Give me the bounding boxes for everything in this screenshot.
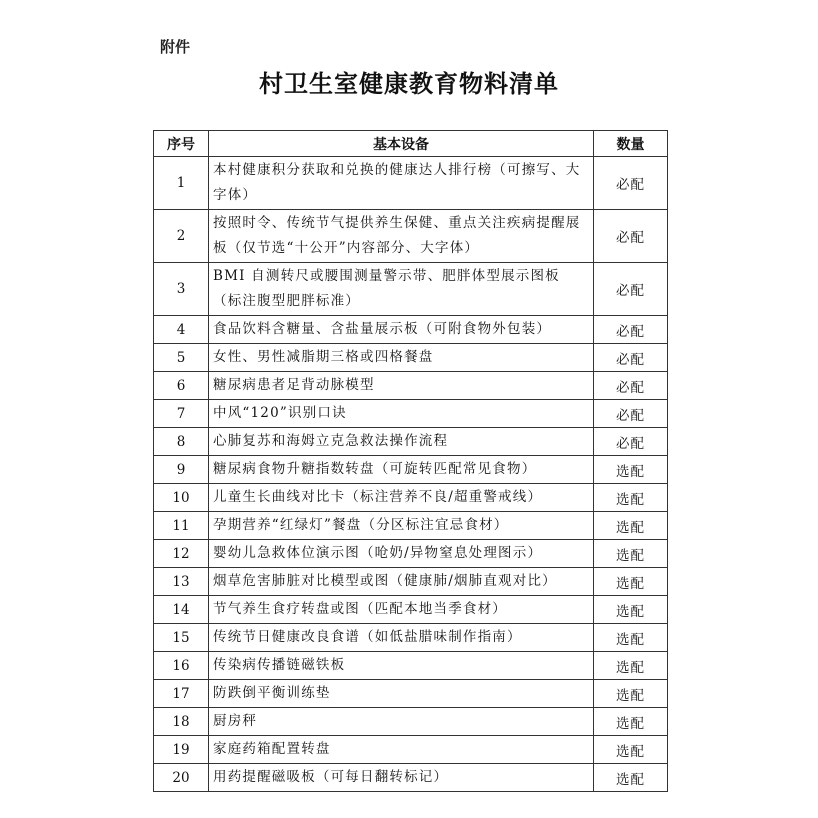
row-quantity: 必配 (594, 263, 668, 316)
page-title: 村卫生室健康教育物料清单 (259, 69, 559, 98)
row-quantity: 选配 (594, 764, 668, 792)
row-quantity: 选配 (594, 512, 668, 540)
header-quantity: 数量 (594, 131, 668, 157)
row-index: 15 (154, 624, 209, 652)
row-index: 12 (154, 540, 209, 568)
row-item: 糖尿病食物升糖指数转盘（可旋转匹配常见食物） (209, 456, 594, 484)
table-row (154, 764, 668, 792)
table-row (154, 624, 668, 652)
row-quantity: 选配 (594, 652, 668, 680)
row-quantity: 必配 (594, 400, 668, 428)
row-quantity: 选配 (594, 680, 668, 708)
table-row (154, 652, 668, 680)
table-header-row (154, 131, 668, 157)
table-row (154, 512, 668, 540)
row-item: 中风“120”识别口诀 (209, 400, 594, 428)
row-item: BMI 自测转尺或腰围测量警示带、肥胖体型展示图板（标注腹型肥胖标准） (209, 263, 594, 316)
row-index: 2 (154, 210, 209, 263)
table-row (154, 372, 668, 400)
row-quantity: 选配 (594, 484, 668, 512)
row-quantity: 选配 (594, 596, 668, 624)
row-index: 4 (154, 316, 209, 344)
table-row (154, 263, 668, 316)
header-item: 基本设备 (209, 131, 594, 157)
row-index: 11 (154, 512, 209, 540)
row-index: 9 (154, 456, 209, 484)
row-index: 20 (154, 764, 209, 792)
row-quantity: 必配 (594, 316, 668, 344)
table-row (154, 428, 668, 456)
row-index: 19 (154, 736, 209, 764)
row-item: 按照时令、传统节气提供养生保健、重点关注疾病提醒展板（仅节选“十公开”内容部分、大字体） (209, 210, 594, 263)
attachment-label: 附件 (160, 38, 191, 56)
table-row (154, 568, 668, 596)
row-index: 14 (154, 596, 209, 624)
row-index: 10 (154, 484, 209, 512)
row-index: 1 (154, 157, 209, 210)
header-index: 序号 (154, 131, 209, 157)
row-quantity: 必配 (594, 372, 668, 400)
row-index: 3 (154, 263, 209, 316)
row-item: 节气养生食疗转盘或图（匹配本地当季食材） (209, 596, 594, 624)
row-item: 心肺复苏和海姆立克急救法操作流程 (209, 428, 594, 456)
table-body (154, 157, 668, 792)
table-row (154, 210, 668, 263)
row-quantity: 选配 (594, 540, 668, 568)
table-row (154, 708, 668, 736)
table-row (154, 157, 668, 210)
row-index: 7 (154, 400, 209, 428)
row-index: 13 (154, 568, 209, 596)
row-index: 6 (154, 372, 209, 400)
row-item: 防跌倒平衡训练垫 (209, 680, 594, 708)
row-index: 5 (154, 344, 209, 372)
row-quantity: 必配 (594, 210, 668, 263)
row-quantity: 选配 (594, 708, 668, 736)
row-item: 食品饮料含糖量、含盐量展示板（可附食物外包装） (209, 316, 594, 344)
row-quantity: 选配 (594, 624, 668, 652)
materials-table (153, 130, 668, 792)
row-quantity: 选配 (594, 568, 668, 596)
table-row (154, 484, 668, 512)
row-item: 本村健康积分获取和兑换的健康达人排行榜（可擦写、大字体） (209, 157, 594, 210)
row-index: 16 (154, 652, 209, 680)
row-quantity: 必配 (594, 428, 668, 456)
table-row (154, 400, 668, 428)
table-row (154, 596, 668, 624)
row-item: 传统节日健康改良食谱（如低盐腊味制作指南） (209, 624, 594, 652)
row-quantity: 必配 (594, 157, 668, 210)
row-quantity: 选配 (594, 736, 668, 764)
table-row (154, 736, 668, 764)
row-item: 传染病传播链磁铁板 (209, 652, 594, 680)
row-quantity: 选配 (594, 456, 668, 484)
row-index: 18 (154, 708, 209, 736)
row-item: 女性、男性减脂期三格或四格餐盘 (209, 344, 594, 372)
row-item: 烟草危害肺脏对比模型或图（健康肺/烟肺直观对比） (209, 568, 594, 596)
row-item: 用药提醒磁吸板（可每日翻转标记） (209, 764, 594, 792)
table-row (154, 680, 668, 708)
table-row (154, 344, 668, 372)
row-item: 孕期营养“红绿灯”餐盘（分区标注宜忌食材） (209, 512, 594, 540)
table-row (154, 540, 668, 568)
table-row (154, 456, 668, 484)
row-item: 家庭药箱配置转盘 (209, 736, 594, 764)
table-row (154, 316, 668, 344)
row-item: 糖尿病患者足背动脉模型 (209, 372, 594, 400)
row-quantity: 必配 (594, 344, 668, 372)
row-item: 婴幼儿急救体位演示图（呛奶/异物窒息处理图示） (209, 540, 594, 568)
row-index: 8 (154, 428, 209, 456)
row-index: 17 (154, 680, 209, 708)
row-item: 厨房秤 (209, 708, 594, 736)
row-item: 儿童生长曲线对比卡（标注营养不良/超重警戒线） (209, 484, 594, 512)
